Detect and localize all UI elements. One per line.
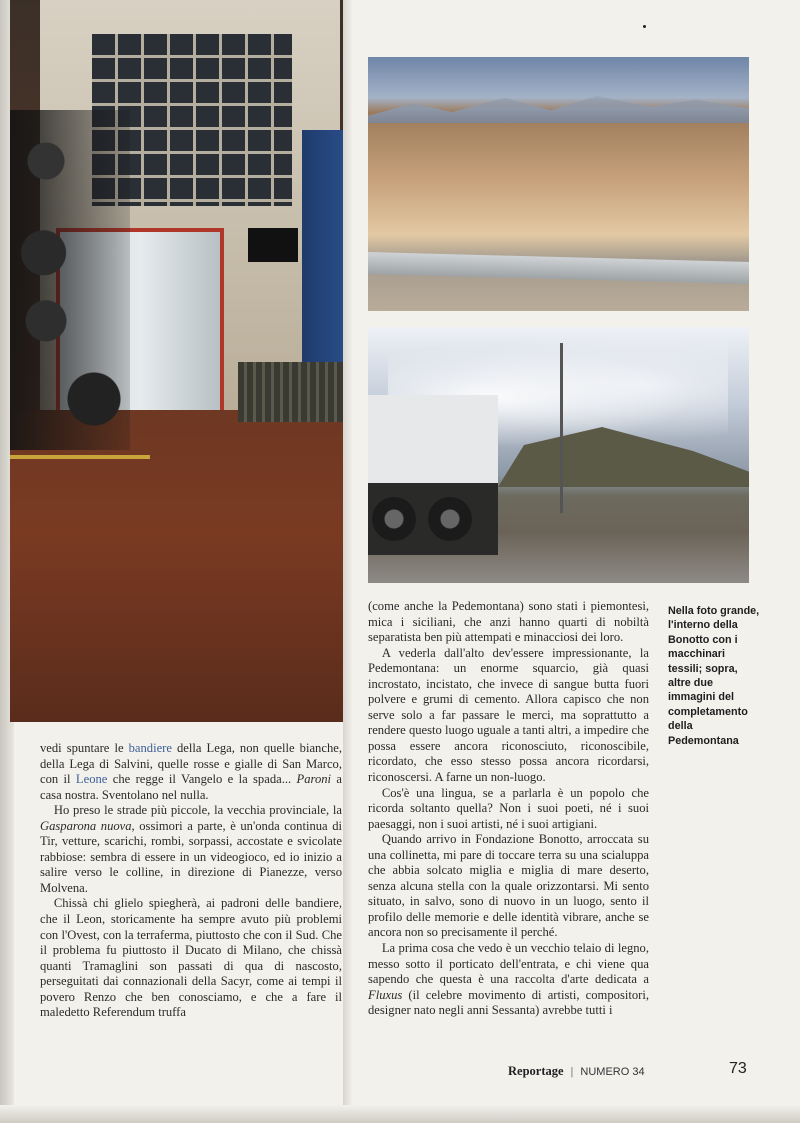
article-column-right — [368, 599, 649, 1019]
page-gutter — [343, 0, 353, 1123]
photo-truck-wheel — [428, 497, 472, 541]
page-number: 73 — [729, 1060, 747, 1077]
photo-truck-wheel — [372, 497, 416, 541]
page-footer — [508, 1064, 645, 1080]
text-run: Ho preso le strade più piccole, la vecchia provinciale, la — [53, 803, 342, 818]
article-paragraph — [368, 599, 649, 646]
text-run: Quando arrivo in Fondazione Bonotto, arroccata su una collinetta, mi pare di toccare terra su una scialuppa che abbia solcato miglia e miglia di mare deserto, senza alcuna stella con la quale orizzontarsi. Mi sento situato, in salvo, sono di nuovo in un luogo, sento il profilo delle memorie e delle identità vibrare, anche se ancora non so precisamente il perché. — [368, 832, 649, 940]
italic-text: Gasparona nuova — [40, 818, 132, 833]
photo-textile-machine — [10, 110, 130, 450]
photo-floor-line — [10, 455, 150, 459]
print-mark — [643, 25, 646, 28]
text-run: che regge il Vangelo e la spada... — [107, 772, 297, 787]
text-run: Cos'è una lingua, se a parlarla è un popolo che ricorda soltanto quella? Non i suoi poeti, né i suoi paesaggi, non i suoi artisti, né i suoi artigiani. — [368, 785, 649, 831]
article-paragraph — [368, 941, 649, 1019]
photo-road-with-truck — [368, 327, 749, 583]
page-bottom-edge — [0, 1105, 800, 1123]
text-run: vedi spuntare le — [40, 741, 129, 755]
text-run: La prima cosa che vedo è un vecchio telaio di legno, messo sotto il porticato dell'entrata, e chi viene qua sapendo che questa è una raccolta d'arte dedicata a — [368, 941, 649, 987]
text-run: a casa nostra. Sventolano nel nulla. — [40, 772, 342, 802]
text-run: della Lega, non quelle bianche, della Lega di Salvini, quelle rosse e gialle di San Marco, con il — [40, 741, 342, 787]
article-column-left — [40, 741, 342, 1021]
article-paragraph — [368, 832, 649, 941]
text-run: (il celebre movimento di artisti, compositori, designer nato negli anni Sessanta) avrebbe tutti i — [368, 987, 649, 1018]
italic-text: Fluxus — [368, 987, 403, 1002]
photo-monitor — [248, 228, 298, 262]
article-paragraph — [40, 741, 342, 803]
text-run: , ossimori a parte, è un'onda continua di Tir, vetture, scarichi, rombi, sorpassi, accostate e svicolate rabbiose: sembra di essere in un videogioco, ed io inizio a salire verso le colline, in direzione di Pianezze, verso Molvena. — [40, 818, 342, 895]
issue-number: NUMERO 34 — [580, 1066, 645, 1078]
article-paragraph — [368, 786, 649, 833]
text-run: Chissà chi glielo spiegherà, ai padroni delle bandiere, che il Leon, storicamente ha sempre avuto più problemi con l'Ovest, con la terraferma, piuttosto che con il Sud. Che il problema fu piuttosto il Ducato di Milano, che chissà quanti Tramaglini son passati di qua di nascosto, perseguitati dai connazionali della Sacyr, come ai tempi il povero Renzo che ben conosciamo, e che a fare il maledetto Referendum truffa — [40, 896, 342, 1020]
photo-quarry-landscape — [368, 57, 749, 311]
article-paragraph — [40, 896, 342, 1020]
photo-street-lamp — [560, 343, 563, 513]
highlighted-text: Leone — [75, 772, 108, 787]
text-run: (come anche la Pedemontana) sono stati i piemontesi, mica i siciliani, che anzi hanno quarti di nobiltà separatista ben più attempati e minacciosi dei loro. — [368, 599, 649, 645]
article-paragraph — [368, 646, 649, 786]
highlighted-text: bandiere — [128, 741, 172, 755]
article-paragraph — [40, 803, 342, 896]
photo-crates — [238, 362, 343, 422]
magazine-brand: Reportage — [508, 1064, 564, 1078]
italic-text: Paroni — [296, 772, 332, 787]
photo-mountains — [368, 87, 749, 123]
photo-road — [368, 252, 749, 284]
footer-separator: | — [570, 1066, 574, 1078]
photo-factory-interior — [10, 0, 343, 722]
photo-caption: Nella foto grande, l'interno della Bonotto con i macchinari tessili; sopra, altre due immagini del completamento della Pedemontana — [668, 605, 760, 747]
text-run: A vederla dall'alto dev'essere impressionante, la Pedemontana: un enorme squarcio, già quasi incrostato, incistato, che invece di sangue butta fuori polvere e grumi di cemento. Allora capisco che non serve solo a far passare le merci, ma soprattutto a rendere questo luogo uguale a tanti altri, a impedire che possa essere ancora riconosciuto, riconoscibile, ricordato, che esso stesso possa ancora ricordarsi, riconoscersi. A farne un non-luogo. — [368, 645, 649, 785]
